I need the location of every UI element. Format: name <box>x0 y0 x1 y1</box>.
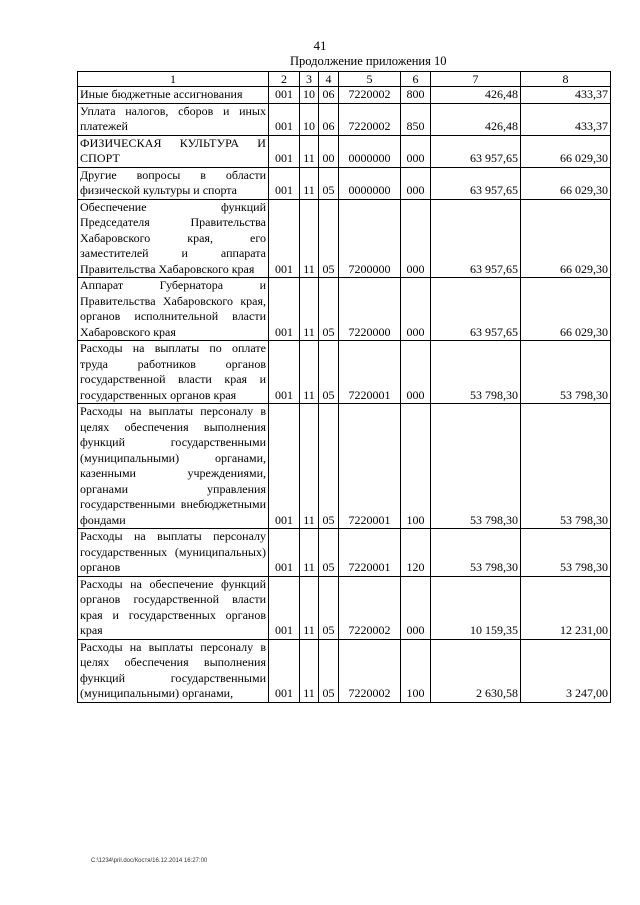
cell-section: 11 <box>300 404 319 529</box>
cell-expense-type: 100 <box>401 404 431 529</box>
cell-amount-year1: 63 957,65 <box>431 278 521 341</box>
cell-subsection: 06 <box>319 87 339 104</box>
row-name: Расходы на выплаты персоналу в целях обеспечения выполнения функций государственными (муниципальными) органами, <box>78 639 269 702</box>
cell-subsection: 05 <box>319 639 339 702</box>
table-row <box>78 404 611 529</box>
cell-section: 10 <box>300 103 319 135</box>
cell-subsection: 05 <box>319 341 339 404</box>
cell-target-article: 7220002 <box>339 576 401 639</box>
cell-amount-year2: 66 029,30 <box>521 199 611 278</box>
cell-expense-type: 120 <box>401 529 431 577</box>
table-row <box>78 576 611 639</box>
header-col-1: 1 <box>78 72 269 87</box>
cell-admin-code: 001 <box>269 341 300 404</box>
cell-admin-code: 001 <box>269 404 300 529</box>
cell-amount-year2: 53 798,30 <box>521 404 611 529</box>
cell-amount-year2: 66 029,30 <box>521 135 611 167</box>
cell-section: 11 <box>300 167 319 199</box>
cell-amount-year1: 53 798,30 <box>431 341 521 404</box>
table-row <box>78 167 611 199</box>
continuation-caption: Продолжение приложения 10 <box>290 54 447 68</box>
cell-subsection: 05 <box>319 576 339 639</box>
cell-target-article: 7200000 <box>339 199 401 278</box>
table-row <box>78 135 611 167</box>
cell-expense-type: 000 <box>401 199 431 278</box>
cell-amount-year1: 53 798,30 <box>431 404 521 529</box>
table-row <box>78 639 611 702</box>
cell-amount-year1: 426,48 <box>431 87 521 104</box>
cell-section: 11 <box>300 639 319 702</box>
cell-admin-code: 001 <box>269 135 300 167</box>
cell-amount-year1: 63 957,65 <box>431 199 521 278</box>
row-name: Расходы на обеспечение функций органов государственной власти края и государственных органов края <box>78 576 269 639</box>
cell-amount-year2: 66 029,30 <box>521 278 611 341</box>
header-col-4: 4 <box>319 72 339 87</box>
cell-target-article: 7220002 <box>339 639 401 702</box>
cell-amount-year2: 53 798,30 <box>521 341 611 404</box>
row-name: Другие вопросы в области физической культуры и спорта <box>78 167 269 199</box>
cell-expense-type: 800 <box>401 87 431 104</box>
budget-table <box>77 71 611 703</box>
table-row <box>78 103 611 135</box>
cell-expense-type: 000 <box>401 135 431 167</box>
cell-section: 11 <box>300 341 319 404</box>
cell-subsection: 05 <box>319 199 339 278</box>
row-name: Иные бюджетные ассигнования <box>78 87 269 104</box>
cell-target-article: 7220002 <box>339 87 401 104</box>
cell-expense-type: 850 <box>401 103 431 135</box>
cell-admin-code: 001 <box>269 167 300 199</box>
row-name: ФИЗИЧЕСКАЯ КУЛЬТУРА И СПОРТ <box>78 135 269 167</box>
header-col-6: 6 <box>401 72 431 87</box>
cell-expense-type: 000 <box>401 278 431 341</box>
cell-admin-code: 001 <box>269 103 300 135</box>
cell-amount-year2: 433,37 <box>521 103 611 135</box>
cell-amount-year1: 63 957,65 <box>431 135 521 167</box>
cell-section: 11 <box>300 529 319 577</box>
cell-target-article: 7220001 <box>339 404 401 529</box>
cell-target-article: 0000000 <box>339 135 401 167</box>
row-name: Уплата налогов, сборов и иных платежей <box>78 103 269 135</box>
cell-subsection: 05 <box>319 167 339 199</box>
cell-expense-type: 000 <box>401 341 431 404</box>
cell-amount-year2: 433,37 <box>521 87 611 104</box>
cell-amount-year1: 2 630,58 <box>431 639 521 702</box>
cell-target-article: 7220002 <box>339 103 401 135</box>
row-name: Расходы на выплаты персоналу государственных (муниципальных) органов <box>78 529 269 577</box>
cell-admin-code: 001 <box>269 529 300 577</box>
table-header-row <box>78 72 611 87</box>
cell-amount-year1: 53 798,30 <box>431 529 521 577</box>
table-row <box>78 529 611 577</box>
row-name: Расходы на выплаты персоналу в целях обеспечения выполнения функций государственными (муниципальными) органами, казенными учреждениями, органами управления государственными внебюджетными фондами <box>78 404 269 529</box>
cell-subsection: 00 <box>319 135 339 167</box>
cell-section: 11 <box>300 199 319 278</box>
header-col-2: 2 <box>269 72 300 87</box>
cell-admin-code: 001 <box>269 639 300 702</box>
cell-target-article: 7220000 <box>339 278 401 341</box>
cell-section: 11 <box>300 576 319 639</box>
cell-target-article: 0000000 <box>339 167 401 199</box>
cell-amount-year2: 12 231,00 <box>521 576 611 639</box>
row-name: Расходы на выплаты по оплате труда работников органов государственной власти края и государственных органов края <box>78 341 269 404</box>
cell-amount-year1: 426,48 <box>431 103 521 135</box>
cell-admin-code: 001 <box>269 278 300 341</box>
cell-subsection: 05 <box>319 278 339 341</box>
page-number: 41 <box>313 38 327 53</box>
cell-section: 11 <box>300 278 319 341</box>
table-row <box>78 341 611 404</box>
header-col-3: 3 <box>300 72 319 87</box>
cell-target-article: 7220001 <box>339 529 401 577</box>
cell-amount-year1: 63 957,65 <box>431 167 521 199</box>
file-path-footer: C:\1234\pril.doc/Костя/16.12.2014 16:27:00 <box>91 858 208 864</box>
header-col-5: 5 <box>339 72 401 87</box>
cell-expense-type: 000 <box>401 167 431 199</box>
cell-amount-year2: 53 798,30 <box>521 529 611 577</box>
table-row <box>78 87 611 104</box>
cell-section: 10 <box>300 87 319 104</box>
cell-amount-year1: 10 159,35 <box>431 576 521 639</box>
cell-amount-year2: 3 247,00 <box>521 639 611 702</box>
cell-admin-code: 001 <box>269 199 300 278</box>
table-row <box>78 199 611 278</box>
cell-subsection: 06 <box>319 103 339 135</box>
cell-amount-year2: 66 029,30 <box>521 167 611 199</box>
cell-expense-type: 000 <box>401 576 431 639</box>
cell-admin-code: 001 <box>269 87 300 104</box>
cell-expense-type: 100 <box>401 639 431 702</box>
row-name: Обеспечение функций Председателя Правительства Хабаровского края, его заместителей и аппарата Правительства Хабаровского края <box>78 199 269 278</box>
header-col-7: 7 <box>431 72 521 87</box>
table-row <box>78 278 611 341</box>
row-name: Аппарат Губернатора и Правительства Хабаровского края, органов исполнительной власти Хабаровского края <box>78 278 269 341</box>
cell-target-article: 7220001 <box>339 341 401 404</box>
cell-section: 11 <box>300 135 319 167</box>
cell-subsection: 05 <box>319 404 339 529</box>
cell-admin-code: 001 <box>269 576 300 639</box>
cell-subsection: 05 <box>319 529 339 577</box>
header-col-8: 8 <box>521 72 611 87</box>
